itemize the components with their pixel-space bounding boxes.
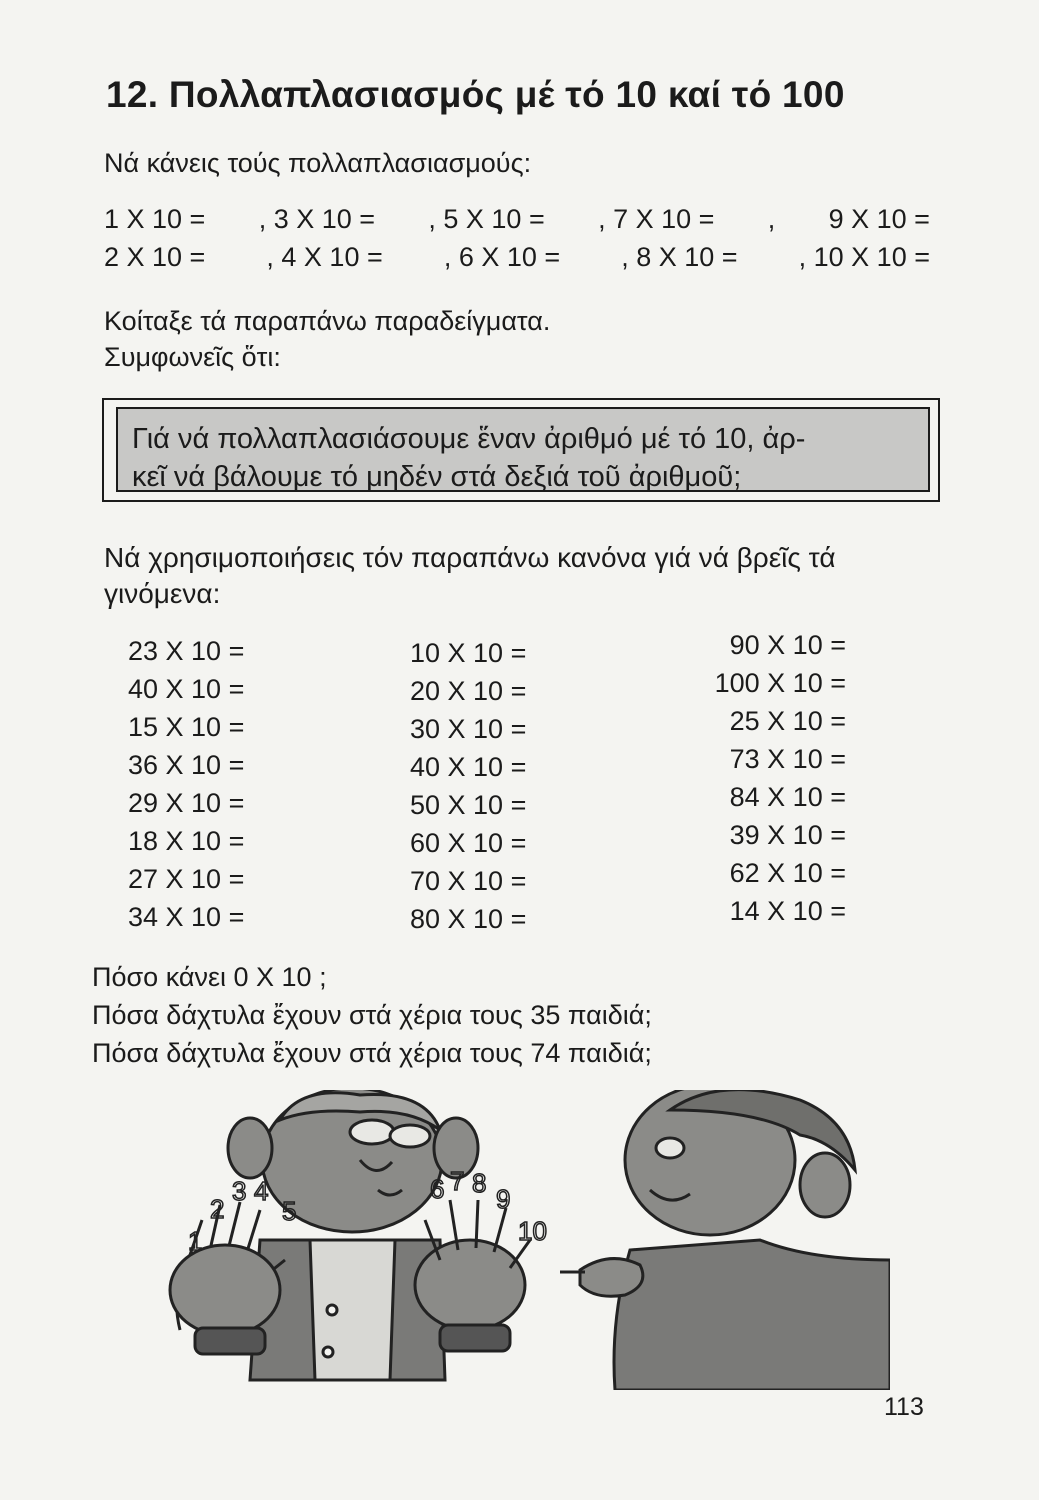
exercise-item: , 6 X 10 = [443,242,561,272]
exercise-item: , 3 X 10 = [258,204,376,234]
product-item: 73 X 10 = [729,744,846,774]
section-title: 12. Πολλαπλασιασμός μέ τό 10 καί τό 100 [106,74,845,115]
observe-line-2: Συμφωνεῖς ὅτι: [104,342,281,372]
questions [92,958,652,1072]
product-item: 90 X 10 = [729,630,846,660]
instruction-line-1: Νά χρησιμοποιήσεις τόν παραπάνω κανόνα γιά νά βρεῖς τά [104,542,836,573]
product-item: 80 X 10 = [410,904,527,934]
product-item: 14 X 10 = [729,896,846,926]
products-column-2 [410,634,526,938]
exercise-row-2 [104,242,930,273]
product-item: 34 X 10 = [128,902,245,932]
product-item: 27 X 10 = [128,864,245,894]
exercise-row-1 [104,204,930,235]
instruction-text [104,540,944,612]
children-counting-illustration [110,1090,890,1390]
rule-line-2: κεῖ νά βάλουμε τό μηδέν στά δεξιά τοῦ ἀριθμοῦ; [132,461,742,493]
product-item: 25 X 10 = [729,706,846,736]
question-2: Πόσα δάχτυλα ἔχουν στά χέρια τους 35 παιδιά; [92,1000,652,1030]
products-column-3 [690,626,846,930]
finger-label: 7 [450,1166,465,1196]
product-item: 70 X 10 = [410,866,527,896]
instruction-line-2: γινόμενα: [104,578,221,609]
product-item: 18 X 10 = [128,826,245,856]
boy-showing-fingers [170,1090,530,1380]
product-item: 20 X 10 = [410,676,527,706]
product-item: 23 X 10 = [128,636,245,666]
product-item: 15 X 10 = [128,712,245,742]
products-column-1 [128,632,244,936]
exercise-item: , 5 X 10 = [428,204,545,234]
finger-label: 4 [254,1176,269,1206]
product-item: 39 X 10 = [729,820,846,850]
question-3: Πόσα δάχτυλα ἔχουν στά χέρια τους 74 παιδιά; [92,1038,652,1068]
exercise-separator: , [767,204,776,234]
finger-label: 1 [188,1226,203,1256]
product-item: 36 X 10 = [128,750,245,780]
finger-label: 8 [472,1168,487,1198]
product-item: 40 X 10 = [410,752,527,782]
product-item: 62 X 10 = [729,858,846,888]
product-item: 84 X 10 = [729,782,846,812]
finger-label: 5 [282,1196,297,1226]
exercise-item: 9 X 10 = [828,204,930,234]
exercise-item: 2 X 10 = [104,242,206,272]
exercise-item: , 7 X 10 = [598,204,715,234]
observe-line-1: Κοίταξε τά παραπάνω παραδείγματα. [104,306,551,336]
product-item: 60 X 10 = [410,828,527,858]
rule-line-1: Γιά νά πολλαπλασιάσουμε ἕναν ἀριθμό μέ τό 10, ἀρ- [132,423,806,455]
finger-label: 6 [430,1174,445,1204]
question-1: Πόσο κάνει 0 X 10 ; [92,962,327,992]
exercise-item: , 10 X 10 = [798,242,930,272]
exercise-item: 1 X 10 = [104,204,206,234]
exercise-item: , 4 X 10 = [266,242,383,272]
rule-text [132,420,912,496]
intro-text: Νά κάνεις τούς πολλαπλασιασμούς: [104,148,532,178]
product-item: 30 X 10 = [410,714,527,744]
girl-pointing [560,1090,890,1390]
product-item: 10 X 10 = [410,638,527,668]
product-item: 50 X 10 = [410,790,527,820]
product-item: 29 X 10 = [128,788,245,818]
product-item: 100 X 10 = [714,668,846,698]
finger-label: 2 [210,1194,225,1224]
finger-label: 10 [518,1216,547,1246]
page-number: 113 [884,1393,924,1421]
product-item: 40 X 10 = [128,674,245,704]
finger-label: 3 [232,1176,247,1206]
finger-label: 9 [496,1184,511,1214]
exercise-item: , 8 X 10 = [621,242,738,272]
